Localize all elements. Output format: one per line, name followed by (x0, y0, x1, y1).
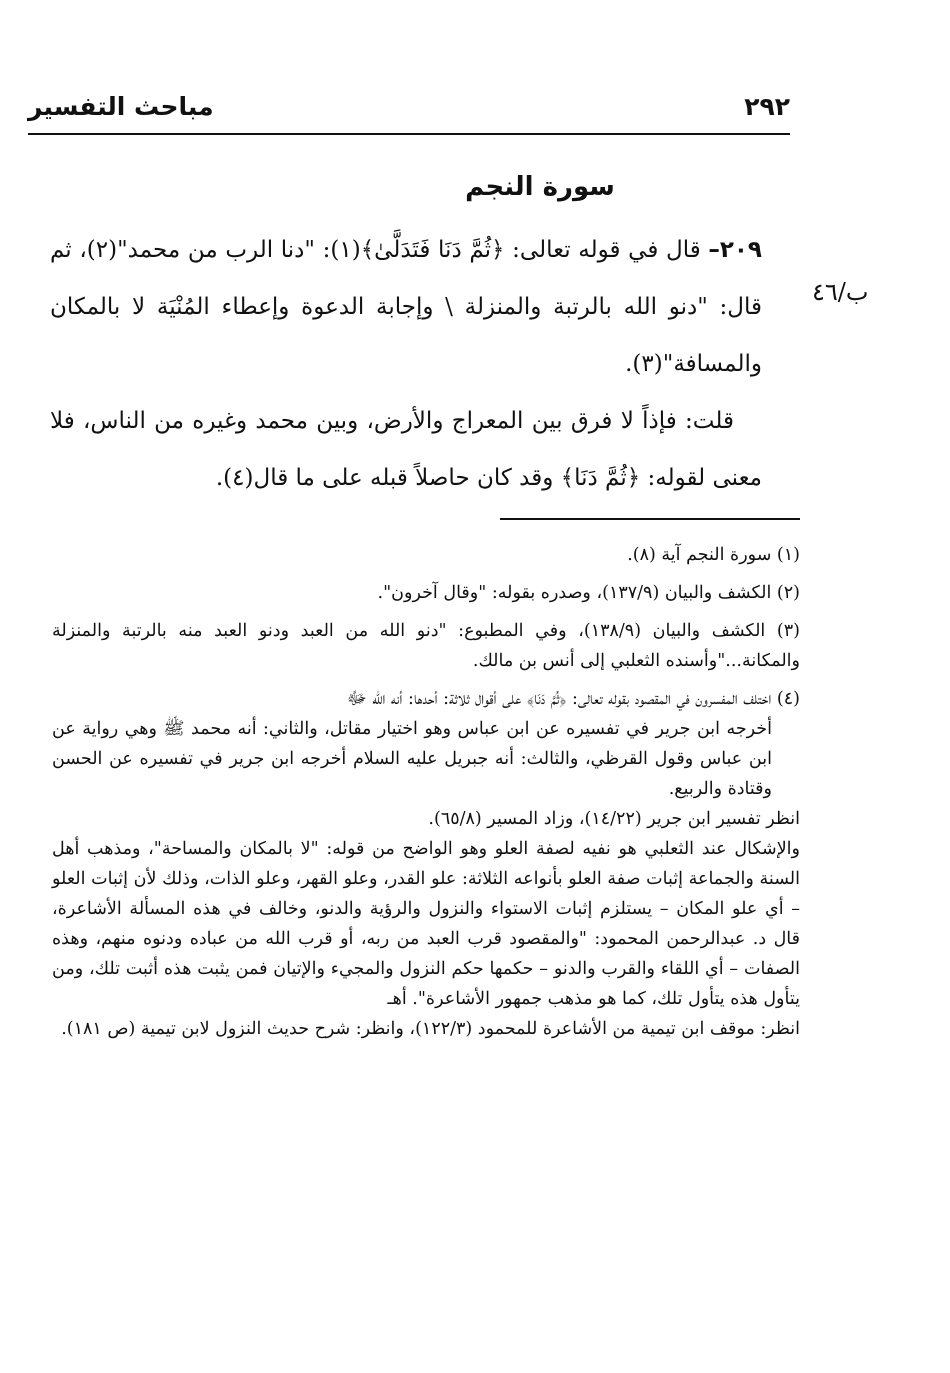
item-number: ٢٠٩– (708, 237, 762, 263)
footnote-4-reference: انظر تفسير ابن جرير (١٤/٢٢)، وزاد المسير (٦٥/٨). (428, 809, 800, 829)
main-text (50, 222, 762, 507)
section-title (0, 172, 950, 202)
footnote-4: (٤) اختلف المفسرون في المقصود بقوله تعالى: ﴿ثُمَّ دَنَا﴾ على أقوال ثلاثة: أحدها: أنه الله ﷻ (346, 689, 800, 709)
running-title: مباحث التفسير (28, 92, 214, 121)
footnote-4-continued: أخرجه ابن جرير في تفسيره عن ابن عباس وهو اختيار مقاتل، والثاني: أنه محمد ﷺ وهي رواية عن ابن عباس وقول القرظي، والثالث: أنه جبريل عليه السلام أخرجه ابن جرير في تفسيره عن الحسن وقتادة والربيع. (52, 719, 772, 799)
page-number: ٢٩٢ (744, 92, 790, 121)
footnote-4-discussion: والإشكال عند الثعلبي هو نفيه لصفة العلو وهو الواضح من قوله: "لا بالمكان والمساحة"، ومذهب أهل السنة والجماعة إثبات صفة العلو بأنواعه الثلاثة: علو القدر، وعلو القهر، وعلو الذات، وذلك لأن إثبات العلو – أي علو المكان – يستلزم إثبات الاستواء والنزول والرؤية والدنو، وخالف في هذه المسألة الأشاعرة، قال د. عبدالرحمن المحمود: "والمقصود قرب العبد من ربه، أو قرب الله من عباده ودنوه منهم، وهذه الصفات – أي اللقاء والقرب والدنو – حكمها حكم النزول والمجيء والإتيان فمن يثبت هذه أثبت تلك، ومن يتأول هذه يتأول تلك، كما هو مذهب جمهور الأشاعرة". أهـ (52, 839, 800, 1009)
paragraph-209 (50, 222, 762, 393)
manuscript-folio-note: ب/٤٦ (812, 278, 869, 306)
header-divider (28, 133, 790, 135)
footnote-divider (500, 518, 800, 520)
footnote-2: (٢) الكشف والبيان (١٣٧/٩)، وصدره بقوله: "وقال آخرون". (377, 583, 800, 603)
surah-title-text: سورة النجم (465, 172, 615, 202)
footnotes (52, 540, 800, 1044)
paragraph-209-text: قال في قوله تعالى: ﴿ثُمَّ دَنَا فَتَدَلَّىٰ﴾(١): "دنا الرب من محمد"(٢)، ثم قال: "دنو الله بالرتبة والمنزلة \ وإجابة الدعوة وإعطاء المُنْيَة لا بالمكان والمسافة"(٣). (50, 237, 762, 377)
paragraph-commentary: قلت: فإذاً لا فرق بين المعراج والأرض، وبين محمد وغيره من الناس، فلا معنى لقوله: ﴿ثُمَّ دَنَا﴾ وقد كان حاصلاً قبله على ما قال(٤). (50, 408, 762, 491)
footnote-1: (١) سورة النجم آية (٨). (627, 545, 800, 565)
footnote-3: (٣) الكشف والبيان (١٣٨/٩)، وفي المطبوع: "دنو الله من العبد ودنو العبد منه بالرتبة والمنزلة والمكانة..."وأسنده الثعلبي إلى أنس بن مالك. (52, 621, 800, 671)
page-header (28, 92, 790, 132)
footnote-4-sources: انظر: موقف ابن تيمية من الأشاعرة للمحمود (١٢٢/٣)، وانظر: شرح حديث النزول لابن تيمية (ص ١٨١). (61, 1019, 800, 1039)
